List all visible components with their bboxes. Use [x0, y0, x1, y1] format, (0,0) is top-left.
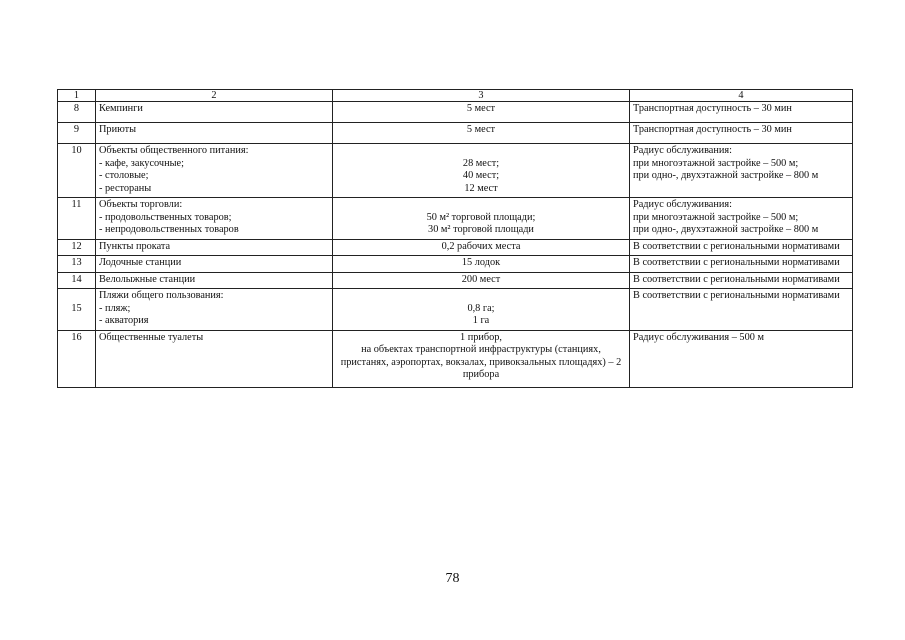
- row-number: 16: [58, 330, 96, 387]
- table-row: [58, 256, 853, 273]
- object-cell: Объекты общественного питания: - кафе, закусочные; - столовые; - рестораны: [96, 144, 333, 198]
- access-cell: В соответствии с региональными нормативами: [630, 272, 853, 289]
- norm-cell: 0,2 рабочих места: [333, 239, 630, 256]
- access-cell: Транспортная доступность – 30 мин: [630, 102, 853, 123]
- norm-cell: 200 мест: [333, 272, 630, 289]
- table-row: [58, 144, 853, 198]
- norm-cell: 28 мест; 40 мест; 12 мест: [333, 144, 630, 198]
- object-cell: Объекты торговли: - продовольственных товаров; - непродовольственных товаров: [96, 198, 333, 240]
- table-row: [58, 198, 853, 240]
- access-cell: В соответствии с региональными нормативами: [630, 289, 853, 331]
- access-cell: Радиус обслуживания – 500 м: [630, 330, 853, 387]
- table-row: [58, 330, 853, 387]
- object-cell: Пункты проката: [96, 239, 333, 256]
- table-row: [58, 102, 853, 123]
- table-row: [58, 289, 853, 331]
- object-cell: Кемпинги: [96, 102, 333, 123]
- object-cell: Пляжи общего пользования: - пляж; - акватория: [96, 289, 333, 331]
- row-number: 12: [58, 239, 96, 256]
- norm-cell: 1 прибор, на объектах транспортной инфраструктуры (станциях, пристанях, аэропортах, вокзалах, привокзальных площадях) – 2 прибора: [333, 330, 630, 387]
- table-row: [58, 272, 853, 289]
- norm-cell: 5 мест: [333, 102, 630, 123]
- norm-cell: 15 лодок: [333, 256, 630, 273]
- access-cell: Радиус обслуживания: при многоэтажной застройке – 500 м; при одно-, двухэтажной застройке – 800 м: [630, 144, 853, 198]
- object-cell: Лодочные станции: [96, 256, 333, 273]
- object-cell: Общественные туалеты: [96, 330, 333, 387]
- row-number: 8: [58, 102, 96, 123]
- table-row: [58, 123, 853, 144]
- norm-cell: 50 м² торговой площади; 30 м² торговой площади: [333, 198, 630, 240]
- norms-table: [57, 89, 853, 388]
- header-cell: 3: [333, 90, 630, 102]
- access-cell: Транспортная доступность – 30 мин: [630, 123, 853, 144]
- row-number: 10: [58, 144, 96, 198]
- row-number: 9: [58, 123, 96, 144]
- norm-cell: 0,8 га; 1 га: [333, 289, 630, 331]
- access-cell: В соответствии с региональными нормативами: [630, 239, 853, 256]
- row-number: 13: [58, 256, 96, 273]
- row-number: 11: [58, 198, 96, 240]
- table-row: [58, 239, 853, 256]
- header-cell: 2: [96, 90, 333, 102]
- header-row: [58, 90, 853, 102]
- object-cell: Приюты: [96, 123, 333, 144]
- row-number: 14: [58, 272, 96, 289]
- header-cell: 4: [630, 90, 853, 102]
- norm-cell: 5 мест: [333, 123, 630, 144]
- row-number: 15: [58, 289, 96, 331]
- page-number: 78: [445, 571, 460, 586]
- header-cell: 1: [58, 90, 96, 102]
- access-cell: Радиус обслуживания: при многоэтажной застройке – 500 м; при одно-, двухэтажной застройке – 800 м: [630, 198, 853, 240]
- access-cell: В соответствии с региональными нормативами: [630, 256, 853, 273]
- object-cell: Велолыжные станции: [96, 272, 333, 289]
